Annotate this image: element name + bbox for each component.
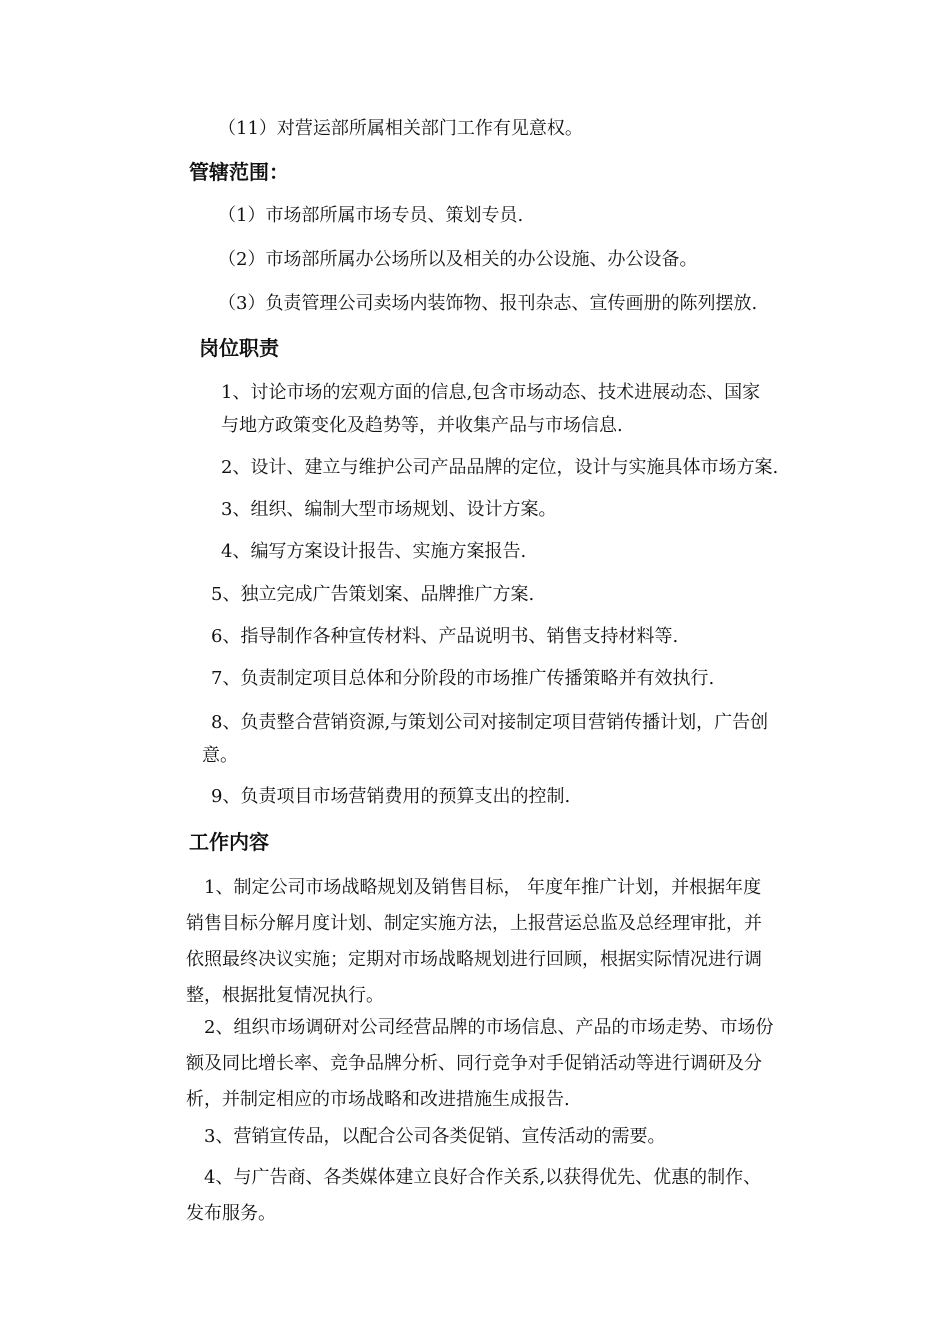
scope-heading: 管辖范围： [189,160,289,184]
work-item-1-line-4: 整，根据批复情况执行。 [186,985,384,1006]
duties-item-9: 9、负责项目市场营销费用的预算支出的控制. [211,786,571,807]
duties-item-6: 6、指导制作各种宣传材料、产品说明书、销售支持材料等. [211,626,679,647]
work-heading: 工作内容 [189,830,269,854]
duties-item-3: 3、组织、编制大型市场规划、设计方案。 [221,499,557,520]
work-item-2-line-1: 2、组织市场调研对公司经营品牌的市场信息、产品的市场走势、市场份 [204,1017,774,1038]
duties-item-1-line-1: 1、讨论市场的宏观方面的信息,包含市场动态、技术进展动态、国家 [221,382,761,403]
duties-item-1-line-2: 与地方政策变化及趋势等，并收集产品与市场信息. [221,415,623,436]
work-item-2-line-2: 额及同比增长率、竞争品牌分析、同行竞争对手促销活动等进行调研及分 [186,1053,762,1074]
duties-item-8-line-1: 8、负责整合营销资源,与策划公司对接制定项目营销传播计划，广告创 [211,712,769,733]
work-item-2 [186,1010,773,1118]
work-item-4 [186,1160,761,1232]
duties-item-8-line-2: 意。 [202,745,238,766]
duties-item-2: 2、设计、建立与维护公司产品品牌的定位，设计与实施具体市场方案. [221,457,779,478]
work-item-4-line-2: 发布服务。 [186,1203,276,1224]
intro-item-11: （11）对营运部所属相关部门工作有见意权。 [218,118,583,139]
scope-item-3: （3）负责管理公司卖场内装饰物、报刊杂志、宣传画册的陈列摆放. [218,293,758,314]
scope-item-2: （2）市场部所属办公场所以及相关的办公设施、办公设备。 [218,249,698,270]
duties-item-5: 5、独立完成广告策划案、品牌推广方案. [211,584,535,605]
work-item-1 [186,870,762,1014]
duties-item-7: 7、负责制定项目总体和分阶段的市场推广传播策略并有效执行. [211,668,715,689]
scope-item-1: （1）市场部所属市场专员、策划专员. [218,205,524,226]
work-item-1-line-3: 依照最终决议实施；定期对市场战略规划进行回顾，根据实际情况进行调 [186,949,762,970]
work-item-2-line-3: 析，并制定相应的市场战略和改进措施生成报告. [186,1089,570,1110]
duties-item-8 [202,706,768,772]
work-item-4-line-1: 4、与广告商、各类媒体建立良好合作关系,以获得优先、优惠的制作、 [204,1167,762,1188]
work-item-1-line-2: 销售目标分解月度计划、制定实施方法，上报营运总监及总经理审批，并 [186,913,762,934]
duties-item-4: 4、编写方案设计报告、实施方案报告. [221,541,527,562]
work-item-3: 3、营销宣传品，以配合公司各类促销、宣传活动的需要。 [204,1126,666,1147]
duties-heading: 岗位职责 [199,336,279,360]
work-item-1-line-1: 1、制定公司市场战略规划及销售目标， 年度年推广计划，并根据年度 [204,877,762,898]
duties-item-1 [221,376,760,442]
